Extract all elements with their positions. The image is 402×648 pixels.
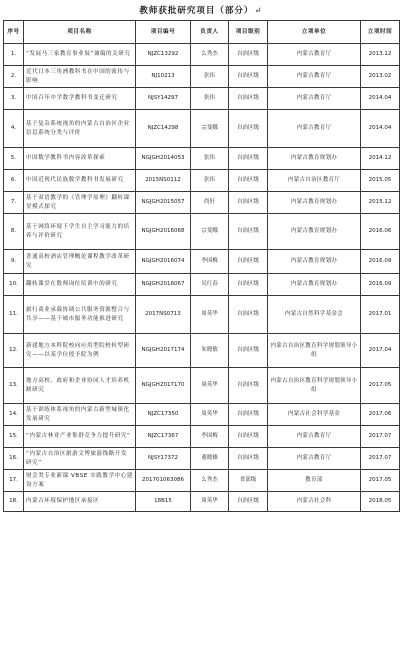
cell-time: 2014.04 [361,88,400,110]
cell-lead: 周英华 [191,296,229,334]
table-row [4,296,400,334]
header-code: 项目编号 [136,21,191,44]
table-row [4,148,400,170]
cell-lead: 宗斐娜 [191,110,229,148]
cell-code: NJSY17372 [136,448,191,470]
cell-name: 基于复杂系统视角的内蒙古自治区企业信息系统分类与评价 [24,110,136,148]
cell-level: 自治区级 [229,492,268,512]
cell-no: 8. [4,214,24,250]
cell-name: 翻转课堂在数师岗位培训中的研究 [24,274,136,296]
cell-lead: 尚轩 [191,192,229,214]
cell-lead: 周英华 [191,368,229,404]
table-row [4,192,400,214]
cell-time: 2014.04 [361,110,400,148]
table-row [4,426,400,448]
cell-level: 自治区级 [229,250,268,274]
cell-time: 2017.06 [361,404,400,426]
cell-unit: 教育部 [268,470,361,492]
table-row [4,448,400,470]
cell-name: 中国数学教科书内容改革探索 [24,148,136,170]
table-row [4,368,400,404]
cell-level: 自治区级 [229,148,268,170]
cell-level: 自治区级 [229,448,268,470]
cell-level: 省部级 [229,470,268,492]
cell-lead: 么秀杰 [191,44,229,66]
cell-lead: 宗斐娜 [191,214,229,250]
cell-no: 16. [4,448,24,470]
cell-no: 17. [4,470,24,492]
cell-name: 基于训练体系视角的内蒙古新型城镇化发展研究 [24,404,136,426]
cell-name: 地方高校、政府和企业协同人才培养机制研究 [24,368,136,404]
cell-no: 14. [4,404,24,426]
cell-time: 2017.05 [361,470,400,492]
cell-unit: 内蒙古教育规划办 [268,274,361,296]
cell-unit: 内蒙古教育规划办 [268,250,361,274]
cell-code: 18B15 [136,492,191,512]
cell-level: 自治区级 [229,214,268,250]
table-row [4,404,400,426]
table-row [4,44,400,66]
cell-time: 2017.07 [361,448,400,470]
cell-no: 1. [4,44,24,66]
table-row [4,492,400,512]
header-name: 项目名称 [24,21,136,44]
cell-time: 2017.05 [361,368,400,404]
title-text: 教师获批研究项目（部分） [139,6,254,16]
cell-unit: 内蒙古教育规划办 [268,148,361,170]
table-row [4,66,400,88]
cell-name: “发展马三家教育事业展”兼编的关研究 [24,44,136,66]
cell-level: 自治区级 [229,170,268,192]
cell-code: NJSY14297 [136,88,191,110]
cell-time: 2016.06 [361,214,400,250]
cell-name: 旅行商业承载协调公共服务资源整合与共享——基于城市服务功能推进研究 [24,296,136,334]
cell-unit: 内蒙古社会科 [268,492,361,512]
cell-lead: 张伟 [191,148,229,170]
table-row [4,214,400,250]
cell-level: 自治区级 [229,368,268,404]
cell-no: 7. [4,192,24,214]
cell-time: 2014.12 [361,148,400,170]
cell-level: 自治区级 [229,404,268,426]
cell-unit: 内蒙古自治区教育科学规划领导小组 [268,334,361,368]
cell-code: 2015NS0112 [136,170,191,192]
cell-time: 2016.09 [361,250,400,274]
cell-unit: 内蒙古教育厅 [268,44,361,66]
cell-unit: 内蒙古教育厅 [268,66,361,88]
cell-lead: 周英华 [191,492,229,512]
cell-code: 2017NS0713 [136,296,191,334]
cell-no: 11. [4,296,24,334]
cell-time: 2013.12 [361,44,400,66]
cell-lead: 朱晓敏 [191,334,229,368]
cell-name: 财会类专业新课 VBSE 实践教学中心建设方案 [24,470,136,492]
cell-unit: 内蒙古教育厅 [268,448,361,470]
header-time: 立项时间 [361,21,400,44]
cell-time: 2016.09 [361,274,400,296]
cell-unit: 内蒙古教育厅 [268,110,361,148]
cell-time: 2017.07 [361,426,400,448]
cell-no: 18. [4,492,24,512]
cell-code: NGJGH2014053 [136,148,191,170]
cell-time: 2015.05 [361,170,400,192]
cell-unit: 内蒙古社会科学基金 [268,404,361,426]
cell-level: 自治区级 [229,334,268,368]
cell-name: “内蒙古自治区旅游文博旅游线路开发研究” [24,448,136,470]
cell-lead: 张伟 [191,66,229,88]
header-unit: 立项单位 [268,21,361,44]
cell-name: 近代日本三角洲教科书在中国的流传与影响 [24,66,136,88]
cell-code: NGJGH2016068 [136,214,191,250]
cell-name: 中国近现代民族数学教科书发展研究 [24,170,136,192]
cell-no: 6. [4,170,24,192]
table-row [4,110,400,148]
cell-no: 5. [4,148,24,170]
projects-table [3,20,400,512]
cell-name: 内蒙古环境保护地区承接区 [24,492,136,512]
cell-lead: 张伟 [191,88,229,110]
cell-code: NJZC17367 [136,426,191,448]
cell-time: 2013.02 [361,66,400,88]
cell-no: 15. [4,426,24,448]
cell-code: NGJGH2015057 [136,192,191,214]
cell-name: 基于网络环境下学生自主学习能力的培养与评价研究 [24,214,136,250]
cell-no: 9. [4,250,24,274]
cell-unit: 内蒙古教育规划办 [268,214,361,250]
document-title [0,3,402,19]
cell-unit: 内蒙古自治区教育厅 [268,170,361,192]
table-row [4,170,400,192]
cell-code: NGJGH2017170 [136,368,191,404]
cell-name: “内蒙古林业产业集群竞争力提升研究” [24,426,136,448]
cell-name: 普通高校酒店管理概论课程教学改革研究 [24,250,136,274]
cell-time: 2017.01 [361,296,400,334]
cell-name: 新建地方本科院校向应用型院校转型研究——以某学位授予院为例 [24,334,136,368]
header-no: 序号 [4,21,24,44]
header-row [4,21,400,44]
cell-code: NJ10213 [136,66,191,88]
cell-code: NJZC14298 [136,110,191,148]
cell-unit: 内蒙古教育规划办 [268,192,361,214]
cell-time: 2017.04 [361,334,400,368]
cell-lead: 吴红春 [191,274,229,296]
cell-code: NGJGH2016074 [136,250,191,274]
cell-lead: 董晓雄 [191,448,229,470]
cell-lead: 周英华 [191,404,229,426]
cell-level: 自治区级 [229,44,268,66]
cell-code: NJZC17350 [136,404,191,426]
table-row [4,334,400,368]
cell-name: 中国百年中学数学教科书变迁研究 [24,88,136,110]
cell-lead: 么秀杰 [191,470,229,492]
cell-level: 自治区级 [229,66,268,88]
cell-level: 自治区级 [229,110,268,148]
cell-no: 13. [4,368,24,404]
cell-no: 12. [4,334,24,368]
cell-no: 2. [4,66,24,88]
header-level: 项目级别 [229,21,268,44]
cell-code: NGJGH2017174 [136,334,191,368]
cell-level: 自治区级 [229,274,268,296]
cell-unit: 内蒙古自治区教育科学规划领导小组 [268,368,361,404]
table-row [4,470,400,492]
table-body [4,44,400,512]
cell-lead: 李国梅 [191,250,229,274]
cell-level: 自治区级 [229,192,268,214]
cell-time: 2015.12 [361,192,400,214]
cell-lead: 李国梅 [191,426,229,448]
cell-time: 2018.05 [361,492,400,512]
cell-no: 10. [4,274,24,296]
cell-no: 3. [4,88,24,110]
table-row [4,250,400,274]
cell-unit: 内蒙古教育厅 [268,88,361,110]
cell-level: 自治区级 [229,296,268,334]
cell-name: 基于双语教学的《管理学原理》翻转课堂模式探究 [24,192,136,214]
header-lead: 负责人 [191,21,229,44]
cell-level: 自治区级 [229,88,268,110]
cell-code: NGJGH2016067 [136,274,191,296]
cell-unit: 内蒙古教育厅 [268,426,361,448]
cell-code: 201701063086 [136,470,191,492]
cell-level: 自治区级 [229,426,268,448]
cell-lead: 张伟 [191,170,229,192]
cell-no: 4. [4,110,24,148]
cell-unit: 内蒙古自然科学基金会 [268,296,361,334]
table-row [4,88,400,110]
cell-code: NJZC13292 [136,44,191,66]
table-row [4,274,400,296]
paragraph-mark: ↵ [254,6,263,16]
